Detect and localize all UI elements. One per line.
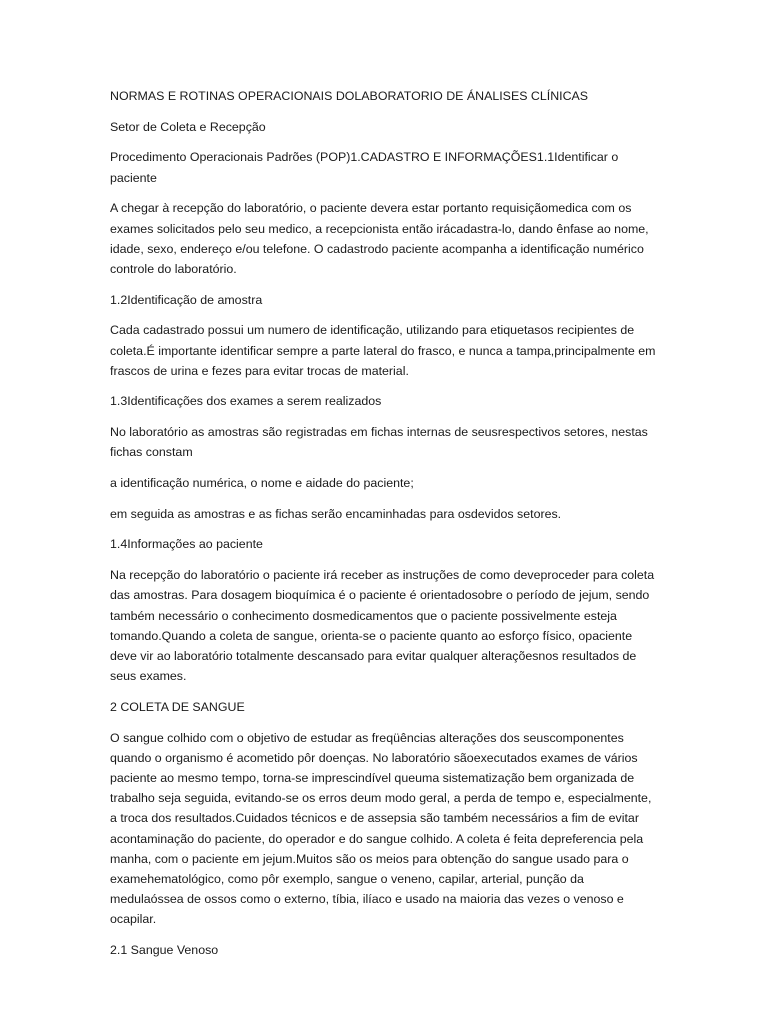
paragraph-numeric-id: a identificação numérica, o nome e aidade do paciente;: [110, 476, 414, 491]
section-heading-1-3: 1.3Identificações dos exames a serem realizados: [110, 394, 382, 409]
paragraph-reception: A chegar à recepção do laboratório, o paciente devera estar portanto requisiçãomedica com os exames solicitados pelo seu medico, a recepcionista então irácadastra-lo, dando ênfase ao nome, idade, sexo, endereço e/ou telefone. O cadastrodo paciente acompanha a identificação numérico controle do laboratório.: [110, 201, 649, 276]
paragraph-registration: No laboratório as amostras são registradas em fichas internas de seusrespectivos setores, nestas fichas constam: [110, 425, 648, 460]
paragraph-blood-collection: O sangue colhido com o objetivo de estudar as freqüências alterações dos seuscomponentes quando o organismo é acometido pôr doenças. No laboratório sãoexecutados exames de vários paciente ao mesmo tempo, torna-se imprescindível queuma sistematização bem organizada de trabalho seja seguida, evitando-se os erros deum modo geral, a perda de tempo e, especialmente, a troca dos resultados.Cuidados técnicos e de assepsia são também necessários a fim de evitar acontaminação do paciente, do operador e do sangue colhido. A coleta é feita depreferencia pela manha, com o paciente em jejum.Muitos são os meios para obtenção do sangue usado para o examehematológico, como pôr exemplo, sangue o veneno, capilar, arterial, punção da medulaóssea de ossos como o externo, tíbia, ilíaco e usado na maioria das vezes o venoso e ocapilar.: [110, 730, 652, 927]
section-heading-1-4: 1.4Informações ao paciente: [110, 537, 263, 552]
section-heading-1-2: 1.2Identificação de amostra: [110, 292, 263, 307]
section-heading-2: 2 COLETA DE SANGUE: [110, 699, 245, 714]
paragraph-forwarding: em seguida as amostras e as fichas serão encaminhadas para osdevidos setores.: [110, 506, 562, 521]
pop-heading: Procedimento Operacionais Padrões (POP)1.CADASTRO E INFORMAÇÕES1.1Identificar o paciente: [110, 150, 619, 185]
paragraph-patient-info: Na recepção do laboratório o paciente irá receber as instruções de como deveproceder para coleta das amostras. Para dosagem bioquímica é o paciente é orientadosobre o período de jejum, sendo também necessário o conhecimento dosmedicamentos que o paciente possivelmente esteja tomando.Quando a coleta de sangue, orienta-se o paciente quanto ao esforço físico, opaciente deve vir ao laboratório totalmente descansado para evitar qualquer alteraçõesnos resultados de seus exames.: [110, 568, 655, 684]
document-body: [110, 86, 660, 971]
section-heading-sector: Setor de Coleta e Recepção: [110, 119, 266, 134]
document-title: NORMAS E ROTINAS OPERACIONAIS DOLABORATORIO DE ÁNALISES CLÍNICAS: [110, 89, 589, 103]
paragraph-sample-id: Cada cadastrado possui um numero de identificação, utilizando para etiquetasos recipientes de coleta.É importante identificar sempre a parte lateral do frasco, e nunca a tampa,principalmente em frascos de urina e fezes para evitar trocas de material.: [110, 323, 656, 378]
section-heading-2-1: 2.1 Sangue Venoso: [110, 943, 219, 958]
